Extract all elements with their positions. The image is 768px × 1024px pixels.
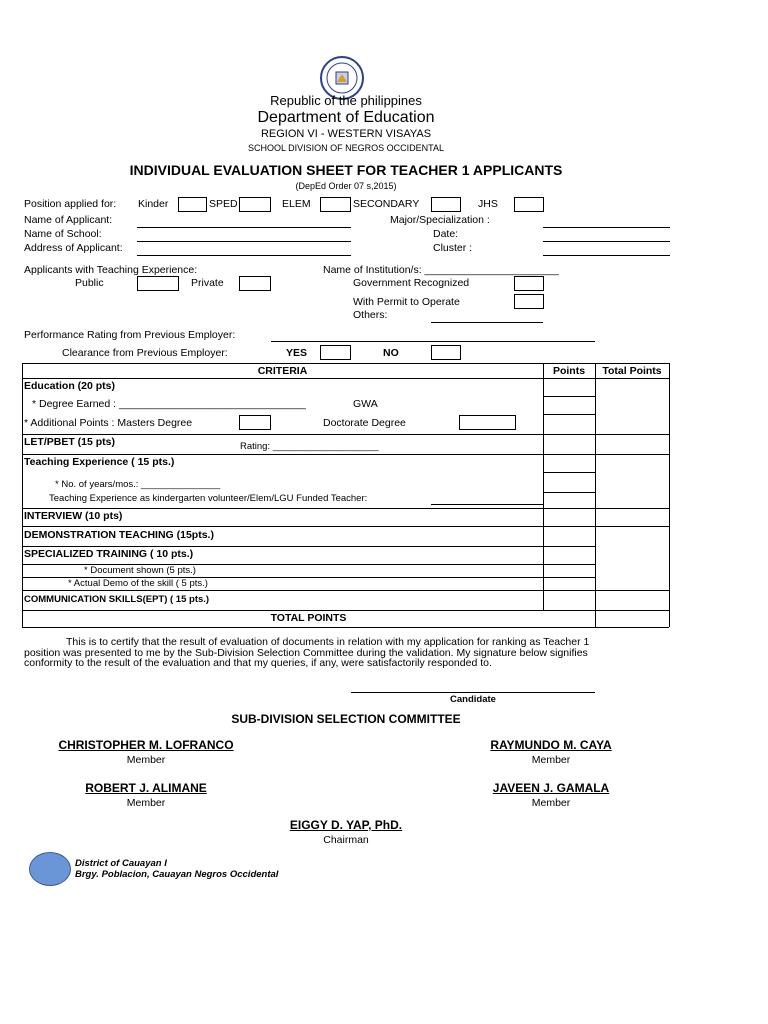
jhs-checkbox[interactable] xyxy=(514,197,544,212)
elem-checkbox[interactable] xyxy=(320,197,351,212)
secondary-checkbox[interactable] xyxy=(431,197,461,212)
committee-title: SUB-DIVISION SELECTION COMMITTEE xyxy=(231,712,461,726)
district-name: District of Cauayan I xyxy=(75,858,167,869)
member-2-name: RAYMUNDO M. CAYA xyxy=(490,738,612,752)
department-title: Department of Education xyxy=(257,109,435,126)
clearance-yes-label: YES xyxy=(286,347,308,359)
certify-line-1: This is to certify that the result of evaluation of documents in relation with my application for ranking as Teacher 1 xyxy=(66,636,590,648)
public-checkbox[interactable] xyxy=(137,276,179,291)
sped-checkbox[interactable] xyxy=(239,197,271,212)
total-points-header: Total Points xyxy=(602,365,662,377)
member-4-role: Member xyxy=(531,797,571,809)
kinder-checkbox[interactable] xyxy=(178,197,207,212)
private-checkbox[interactable] xyxy=(239,276,271,291)
form-subtitle: (DepEd Order 07 s,2015) xyxy=(295,181,397,191)
name-school-label: Name of School: xyxy=(24,228,102,240)
form-title: INDIVIDUAL EVALUATION SHEET FOR TEACHER 1 APPLICANTS xyxy=(129,162,563,178)
others-field[interactable] xyxy=(431,322,543,323)
deped-seal-emblem xyxy=(322,58,362,98)
document-shown-label: * Document shown (5 pts.) xyxy=(84,565,196,576)
cluster-label: Cluster : xyxy=(433,242,473,254)
option-sped-label: SPED xyxy=(209,198,238,210)
date-label: Date: xyxy=(433,228,459,240)
teaching-experience-row: Teaching Experience ( 15 pts.) xyxy=(24,456,175,468)
institution-label: Name of Institution/s: _______________________ xyxy=(323,264,559,276)
points-header: Points xyxy=(552,365,586,377)
kinder-volunteer-field[interactable] xyxy=(431,504,543,505)
total-points-row: TOTAL POINTS xyxy=(270,612,347,624)
private-label: Private xyxy=(191,277,224,289)
major-label: Major/Specialization : xyxy=(390,214,490,226)
performance-rating-label: Performance Rating from Previous Employer: xyxy=(24,329,236,341)
criteria-header: CRITERIA xyxy=(257,365,308,377)
gwa-label: GWA xyxy=(353,398,378,410)
interview-row: INTERVIEW (10 pts) xyxy=(24,510,123,522)
district-address: Brgy. Poblacion, Cauayan Negros Occidental xyxy=(75,869,279,880)
actual-demo-label: * Actual Demo of the skill ( 5 pts.) xyxy=(68,578,208,589)
position-label: Position applied for: xyxy=(24,198,117,210)
clearance-yes-checkbox[interactable] xyxy=(320,345,351,360)
major-field[interactable] xyxy=(543,227,670,228)
chairman-role: Chairman xyxy=(323,834,369,846)
education-row: Education (20 pts) xyxy=(24,380,116,392)
permit-label: With Permit to Operate xyxy=(353,296,460,308)
certify-line-2: position was presented to me by the Sub-Division Selection Committee during the validation. My signature below signifies xyxy=(24,647,588,659)
clearance-no-checkbox[interactable] xyxy=(431,345,461,360)
doctorate-checkbox[interactable] xyxy=(459,415,516,430)
option-kinder-label: Kinder xyxy=(138,198,169,210)
name-school-field[interactable] xyxy=(137,241,351,242)
district-logo xyxy=(29,852,71,886)
option-jhs-label: JHS xyxy=(478,198,498,210)
member-1-role: Member xyxy=(126,754,166,766)
member-2-role: Member xyxy=(531,754,571,766)
address-field[interactable] xyxy=(137,255,351,256)
candidate-signature-line[interactable] xyxy=(351,692,595,693)
clearance-no-label: NO xyxy=(383,347,399,359)
experience-label: Applicants with Teaching Experience: xyxy=(24,264,198,276)
cluster-field[interactable] xyxy=(543,255,670,256)
communication-row: COMMUNICATION SKILLS(EPT) ( 15 pts.) xyxy=(24,594,210,605)
date-field[interactable] xyxy=(543,241,670,242)
gov-recognized-label: Government Recognized xyxy=(353,277,470,289)
member-3-name: ROBERT J. ALIMANE xyxy=(85,781,207,795)
public-label: Public xyxy=(75,277,104,289)
name-applicant-label: Name of Applicant: xyxy=(24,214,113,226)
member-4-name: JAVEEN J. GAMALA xyxy=(492,781,610,795)
specialized-training-row: SPECIALIZED TRAINING ( 10 pts.) xyxy=(24,548,194,560)
candidate-label: Candidate xyxy=(450,694,496,705)
member-3-role: Member xyxy=(126,797,166,809)
permit-checkbox[interactable] xyxy=(514,294,544,309)
address-label: Address of Applicant: xyxy=(24,242,123,254)
option-secondary-label: SECONDARY xyxy=(353,198,420,210)
masters-checkbox[interactable] xyxy=(239,415,271,430)
option-elem-label: ELEM xyxy=(282,198,311,210)
others-label: Others: xyxy=(353,309,388,321)
division-text: SCHOOL DIVISION OF NEGROS OCCIDENTAL xyxy=(247,143,445,153)
region-text: REGION VI - WESTERN VISAYAS xyxy=(260,128,432,140)
certify-line-3: conformity to the result of the evaluation and that my queries, if any, were satisfactorily responded to. xyxy=(24,657,492,669)
additional-points-label: * Additional Points : Masters Degree xyxy=(24,417,193,429)
demo-teaching-row: DEMONSTRATION TEACHING (15pts.) xyxy=(24,529,214,541)
degree-earned-label: * Degree Earned : ________________________________ xyxy=(32,398,306,410)
let-row: LET/PBET (15 pts) xyxy=(24,436,116,448)
name-applicant-field[interactable] xyxy=(137,227,351,228)
member-1-name: CHRISTOPHER M. LOFRANCO xyxy=(58,738,234,752)
kinder-volunteer-label: Teaching Experience as kindergarten volunteer/Elem/LGU Funded Teacher: xyxy=(49,493,368,504)
clearance-label: Clearance from Previous Employer: xyxy=(62,347,228,359)
performance-rating-field[interactable] xyxy=(271,341,595,342)
republic-text: Republic of the philippines xyxy=(270,93,422,108)
doctorate-label: Doctorate Degree xyxy=(323,417,406,429)
chairman-name: EIGGY D. YAP, PhD. xyxy=(289,818,403,832)
years-label: * No. of years/mos.: _______________ xyxy=(55,479,221,490)
gov-recognized-checkbox[interactable] xyxy=(514,276,544,291)
rating-label: Rating: ____________________ xyxy=(240,441,379,452)
